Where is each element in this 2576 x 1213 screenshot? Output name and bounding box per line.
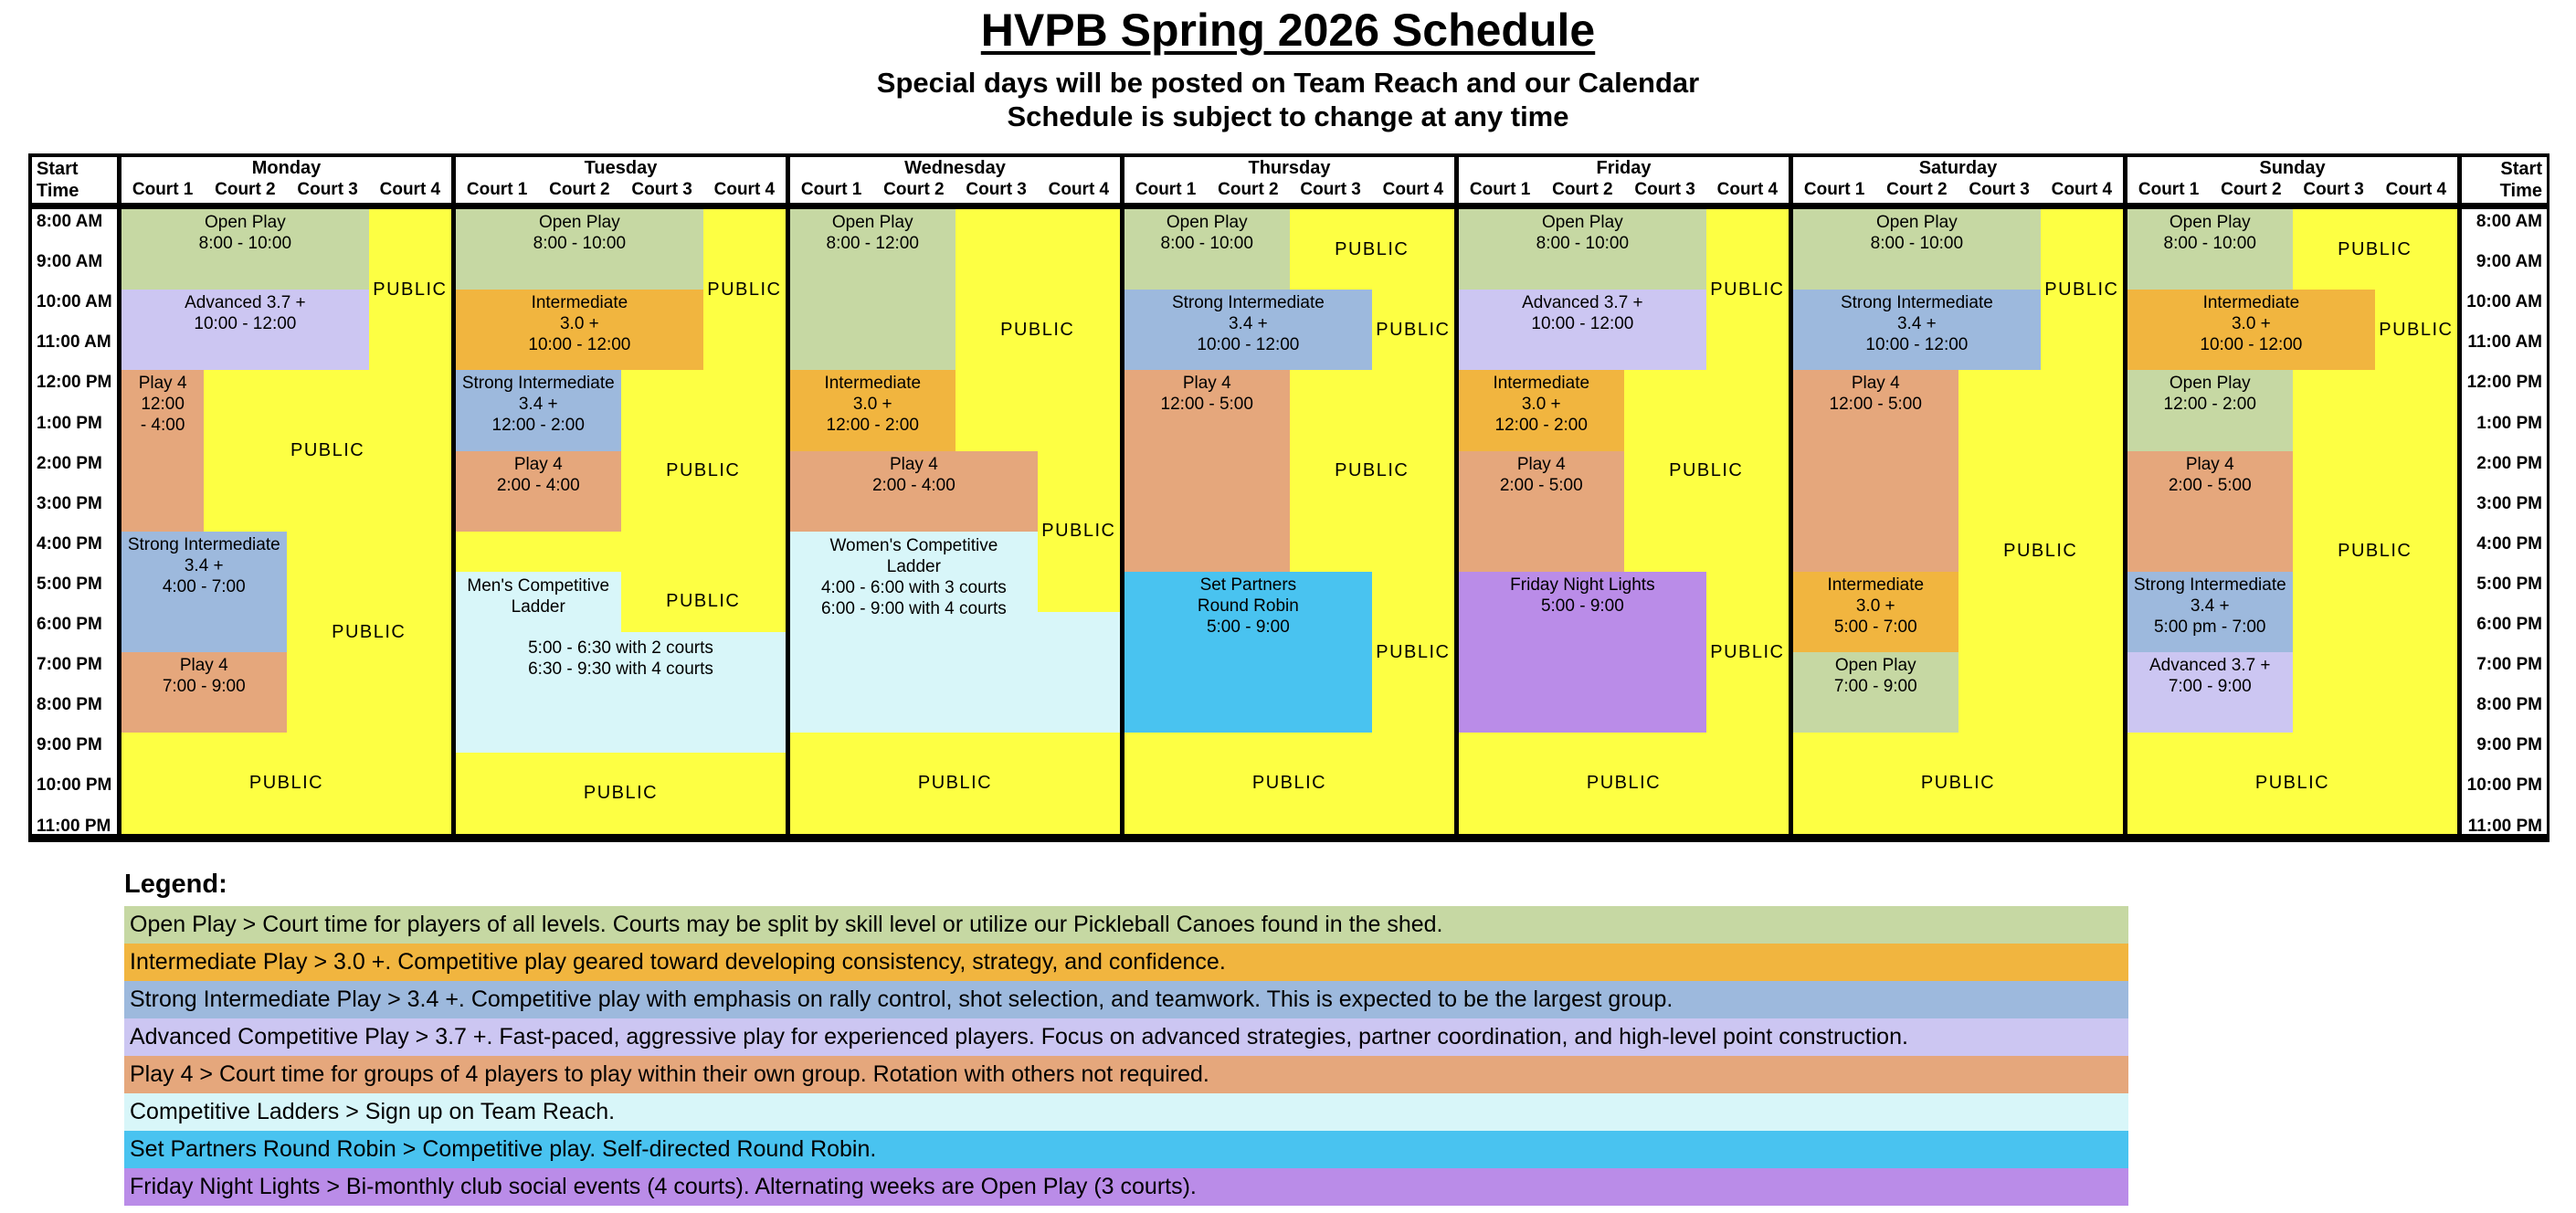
day-name: Sunday [2259, 158, 2326, 178]
day-header [1124, 157, 1454, 203]
header-separator [2127, 203, 2457, 209]
court-label: Court 4 [1048, 180, 1110, 199]
block-strong [2127, 572, 2293, 652]
block-text-line: Intermediate [1493, 374, 1590, 394]
day-header [456, 157, 786, 203]
block-strong [456, 370, 621, 450]
public-block: PUBLIC [1793, 733, 2123, 834]
block-caption [790, 533, 1038, 624]
block-text-line: Ladder [511, 597, 565, 617]
court-label: Court 1 [800, 180, 862, 199]
block-text-line: 8:00 - 10:00 [1160, 234, 1253, 253]
time-label: 7:00 PM [37, 655, 102, 675]
block-text-line: Men's Competitive [467, 576, 610, 596]
legend-item-play4: Play 4 > Court time for groups of 4 players to play within their own group. Rotation with others not required. [124, 1056, 2128, 1093]
block-advanced [121, 290, 369, 370]
block-text-line: Intermediate [1827, 575, 1925, 595]
block-setpartners [1124, 572, 1372, 733]
day-column-friday [1459, 157, 1789, 834]
court-label: Court 2 [2221, 180, 2282, 199]
block-text-line: 6:00 - 9:00 with 4 courts [820, 599, 1007, 618]
time-label: 12:00 PM [2466, 373, 2542, 393]
court-label: Court 3 [1634, 180, 1695, 199]
time-label: 7:00 PM [2476, 655, 2542, 675]
day-name: Wednesday [904, 158, 1006, 178]
block-strong [121, 532, 287, 652]
day-name: Saturday [1918, 158, 1998, 178]
block-intermediate [456, 290, 703, 370]
court-label-row [790, 180, 1120, 202]
block-text-line: Advanced 3.7 + [1522, 293, 1643, 313]
public-block: PUBLIC [1372, 572, 1454, 733]
court-label: Court 4 [1716, 180, 1779, 199]
block-text-line: 5:00 - 7:00 [1833, 617, 1917, 637]
day-name: Monday [251, 158, 322, 178]
block-strong [1793, 290, 2041, 370]
public-block: PUBLIC [369, 209, 451, 370]
page-title: HVPB Spring 2026 Schedule [980, 5, 1596, 56]
day-header [2127, 157, 2457, 203]
time-label: 3:00 PM [37, 493, 102, 513]
court-label: Court 2 [1218, 180, 1279, 199]
block-text-line: 10:00 - 12:00 [1865, 335, 1969, 355]
time-label: 5:00 PM [2476, 574, 2542, 594]
day-header [121, 157, 451, 203]
time-label: 4:00 PM [2476, 533, 2542, 554]
public-block: PUBLIC [2375, 290, 2457, 370]
time-label: 9:00 AM [2476, 252, 2542, 272]
block-text-line: Open Play [1542, 213, 1623, 232]
block-text-line: Play 4 [179, 656, 228, 676]
day-name: Thursday [1248, 158, 1331, 178]
court-label: Court 3 [1969, 180, 2030, 199]
block-open [1793, 209, 2041, 290]
legend [124, 866, 2128, 1206]
block-text-line: Round Robin [1197, 596, 1299, 616]
block-intermediate [790, 370, 955, 450]
block-play4 [121, 652, 287, 733]
public-block: PUBLIC [2041, 209, 2123, 370]
day-body [1793, 209, 2123, 834]
block-play4 [1124, 370, 1290, 572]
court-label: Court 1 [1135, 180, 1197, 199]
block-text-line: 2:00 - 5:00 [1499, 475, 1583, 495]
public-block [456, 532, 621, 572]
block-advanced [2127, 652, 2293, 733]
time-label: 2:00 PM [2476, 453, 2542, 473]
block-text-line: 5:00 - 9:00 [1206, 617, 1290, 637]
header-separator [790, 203, 1120, 209]
block-text-line: Strong Intermediate [127, 534, 280, 554]
time-label: 11:00 PM [2467, 816, 2542, 834]
public-block: PUBLIC [1290, 209, 1455, 290]
block-text-line: 8:00 - 10:00 [1536, 234, 1630, 253]
header-separator [456, 203, 786, 209]
block-text-line: 5:00 pm - 7:00 [2153, 617, 2266, 637]
block-intermediate [1793, 572, 1958, 652]
day-body [790, 209, 1120, 834]
block-open [121, 209, 369, 290]
public-block: PUBLIC [1706, 572, 1789, 733]
court-label: Court 2 [1886, 180, 1948, 199]
block-play4 [121, 370, 204, 531]
time-label: 9:00 PM [37, 735, 102, 755]
time-label: 6:00 PM [2476, 615, 2542, 634]
time-label: 10:00 AM [37, 292, 112, 312]
time-label: 10:00 AM [2466, 292, 2542, 312]
block-text-line: 3.0 + [1521, 395, 1561, 415]
page-header [0, 4, 2576, 133]
block-text-line: 3.0 + [559, 314, 599, 334]
time-label: 10:00 PM [2466, 775, 2542, 796]
block-text-line: 2:00 - 4:00 [871, 475, 955, 495]
court-label: Court 1 [132, 180, 194, 199]
time-column-body [32, 209, 117, 834]
court-label: Court 3 [631, 180, 692, 199]
court-label-row [456, 180, 786, 202]
time-label: 3:00 PM [2476, 493, 2542, 513]
block-text-line: 12:00 - 2:00 [2163, 395, 2256, 415]
time-column-right [2462, 157, 2547, 834]
header-separator [1459, 203, 1789, 209]
legend-item-open: Open Play > Court time for players of all levels. Courts may be split by skill level or utilize our Pickleball Canoes found in the shed. [124, 906, 2128, 944]
public-block: PUBLIC [790, 733, 1120, 834]
court-label: Court 4 [2051, 180, 2113, 199]
block-text-line: Intermediate [824, 374, 922, 394]
block-text-line: 4:00 - 6:00 with 3 courts [820, 578, 1007, 597]
day-body [2127, 209, 2457, 834]
day-body [1124, 209, 1454, 834]
day-column-tuesday [456, 157, 786, 834]
block-play4 [456, 451, 621, 532]
time-column-left [32, 157, 117, 834]
day-body [1459, 209, 1789, 834]
header-separator [1124, 203, 1454, 209]
block-intermediate [2127, 290, 2375, 370]
block-open [2127, 209, 2293, 290]
public-block: PUBLIC [2293, 370, 2458, 733]
public-block: PUBLIC [621, 572, 787, 632]
public-block: PUBLIC [2293, 209, 2458, 290]
block-fnl [1459, 572, 1706, 733]
block-text-line: 10:00 - 12:00 [1197, 335, 1300, 355]
time-label: 10:00 PM [37, 775, 112, 796]
court-label: Court 4 [2385, 180, 2447, 199]
block-intermediate [1459, 370, 1624, 450]
time-label: 11:00 PM [37, 816, 111, 834]
time-label: 11:00 AM [2467, 332, 2542, 353]
time-label: 4:00 PM [37, 533, 102, 554]
block-text-line: - 4:00 [140, 416, 185, 436]
day-column-saturday [1793, 157, 2123, 834]
block-caption [456, 636, 786, 684]
page-subtitle-2: Schedule is subject to change at any time [1007, 100, 1569, 132]
public-block: PUBLIC [2127, 733, 2457, 834]
court-label: Court 1 [1469, 180, 1531, 199]
block-text-line: 7:00 - 9:00 [2168, 677, 2252, 697]
block-text-line: 3.4 + [184, 555, 224, 575]
legend-heading: Legend: [124, 870, 227, 899]
block-play4 [1459, 451, 1624, 572]
time-label: 9:00 PM [2476, 735, 2542, 755]
day-column-monday [121, 157, 451, 834]
block-text-line: 3.4 + [518, 395, 558, 415]
block-text-line: Play 4 [889, 454, 938, 474]
block-text-line: Open Play [2169, 374, 2251, 394]
start-time-header: Start Time [37, 159, 79, 201]
legend-item-advanced: Advanced Competitive Play > 3.7 +. Fast-paced, aggressive play for experienced players. Focus on advanced strategies, partner coordination, and high-level point construction. [124, 1018, 2128, 1056]
time-label: 12:00 PM [37, 373, 112, 393]
block-ladder [790, 612, 1120, 733]
day-body [121, 209, 451, 834]
block-caption [456, 574, 621, 628]
block-text-line: 3.0 + [2231, 314, 2271, 334]
time-label: 8:00 AM [2476, 212, 2542, 231]
schedule-table [28, 153, 2550, 842]
block-text-line: Strong Intermediate [1171, 293, 1325, 313]
block-open [1459, 209, 1706, 290]
legend-item-fnl: Friday Night Lights > Bi-monthly club social events (4 courts). Alternating weeks are Open Play (3 courts). [124, 1168, 2128, 1206]
block-open [790, 209, 955, 370]
block-text-line: Play 4 [1516, 454, 1566, 474]
block-text-line: 7:00 - 9:00 [162, 677, 246, 697]
court-label-row [1459, 180, 1789, 202]
block-open [1793, 652, 1958, 733]
block-text-line: Advanced 3.7 + [2148, 656, 2271, 676]
block-text-line: Play 4 [513, 454, 563, 474]
time-label: 6:00 PM [37, 615, 102, 634]
time-label: 8:00 PM [2476, 695, 2542, 715]
block-text-line: Women's Competitive [829, 536, 998, 555]
block-text-line: 3.0 + [1855, 596, 1895, 616]
time-label: 1:00 PM [2476, 413, 2542, 433]
legend-item-strong: Strong Intermediate Play > 3.4 +. Competitive play with emphasis on rally control, shot selection, and teamwork. This is expected to be the largest group. [124, 981, 2128, 1018]
header-separator [1793, 203, 2123, 209]
court-label-row [1793, 180, 2123, 202]
court-label: Court 1 [1803, 180, 1865, 199]
block-text-line: Open Play [1166, 213, 1248, 232]
time-label: 9:00 AM [37, 252, 103, 272]
block-text-line: 6:30 - 9:30 with 4 courts [528, 659, 713, 680]
block-text-line: 12:00 [141, 395, 185, 415]
block-text-line: 3.4 + [1228, 314, 1268, 334]
block-text-line: 5:00 - 9:00 [1540, 596, 1624, 616]
block-text-line: 3.0 + [852, 395, 892, 415]
block-text-line: 8:00 - 10:00 [1870, 234, 1964, 253]
day-body [456, 209, 786, 834]
block-text-line: 8:00 - 10:00 [2163, 234, 2256, 253]
block-text-line: 2:00 - 5:00 [2168, 475, 2252, 495]
block-text-line: 3.4 + [2190, 596, 2230, 616]
public-block: PUBLIC [1459, 733, 1789, 834]
time-label: 8:00 AM [37, 212, 103, 231]
block-text-line: 10:00 - 12:00 [1531, 314, 1634, 334]
court-label: Court 2 [883, 180, 945, 199]
block-play4 [2127, 451, 2293, 572]
header-separator [32, 203, 117, 209]
block-text-line: Friday Night Lights [1510, 575, 1655, 595]
court-label: Court 3 [297, 180, 358, 199]
public-block: PUBLIC [1706, 209, 1789, 370]
day-name: Tuesday [584, 158, 658, 178]
public-block: PUBLIC [456, 753, 786, 834]
day-header [1793, 157, 2123, 203]
block-strong [1124, 290, 1372, 370]
time-label: 8:00 PM [37, 695, 102, 715]
court-label: Court 3 [1300, 180, 1361, 199]
block-text-line: 12:00 - 2:00 [1494, 416, 1588, 436]
court-label: Court 4 [1382, 180, 1444, 199]
header-separator [2462, 203, 2547, 209]
block-text-line: Play 4 [1851, 374, 1900, 394]
day-column-sunday [2127, 157, 2457, 834]
time-column-body [2462, 209, 2547, 834]
public-block: PUBLIC [1958, 370, 2124, 733]
court-label: Court 3 [966, 180, 1027, 199]
block-advanced [1459, 290, 1706, 370]
public-block: PUBLIC [287, 532, 452, 733]
time-label: 1:00 PM [37, 413, 102, 433]
court-label-row [1124, 180, 1454, 202]
block-play4 [790, 451, 1038, 532]
block-text-line: 10:00 - 12:00 [2200, 335, 2303, 355]
day-column-wednesday [790, 157, 1120, 834]
block-text-line: Intermediate [531, 293, 628, 313]
block-text-line: 2:00 - 4:00 [496, 475, 580, 495]
block-text-line: Ladder [886, 557, 941, 576]
public-block: PUBLIC [121, 733, 451, 834]
block-text-line: Set Partners [1199, 575, 1297, 595]
block-play4 [1793, 370, 1958, 572]
public-block: PUBLIC [703, 209, 786, 370]
block-text-line: 10:00 - 12:00 [194, 314, 297, 334]
block-text-line: Strong Intermediate [1840, 293, 1993, 313]
block-text-line: Play 4 [2185, 454, 2234, 474]
block-text-line: Strong Intermediate [2133, 575, 2286, 595]
block-text-line: 12:00 - 2:00 [826, 416, 919, 436]
block-text-line: Open Play [205, 213, 286, 232]
public-block: PUBLIC [1290, 370, 1455, 572]
day-name: Friday [1596, 158, 1652, 178]
block-text-line: 5:00 - 6:30 with 2 courts [528, 638, 713, 659]
block-text-line: Open Play [539, 213, 620, 232]
legend-item-ladder: Competitive Ladders > Sign up on Team Reach. [124, 1093, 2128, 1131]
court-label: Court 1 [2138, 180, 2200, 199]
public-block: PUBLIC [1624, 370, 1789, 572]
public-block: PUBLIC [1372, 290, 1454, 370]
day-header [790, 157, 1120, 203]
day-column-thursday [1124, 157, 1454, 834]
block-text-line: Play 4 [138, 374, 187, 394]
court-label-row [2127, 180, 2457, 202]
court-label: Court 2 [1552, 180, 1613, 199]
start-time-header: Start Time [2499, 159, 2542, 201]
block-text-line: Strong Intermediate [461, 374, 615, 394]
court-label: Court 2 [215, 180, 276, 199]
block-text-line: 12:00 - 5:00 [1829, 395, 1922, 415]
court-label: Court 4 [379, 180, 441, 199]
block-text-line: 12:00 - 2:00 [491, 416, 585, 436]
block-text-line: Open Play [1876, 213, 1958, 232]
day-header [1459, 157, 1789, 203]
block-text-line: Open Play [1834, 656, 1916, 676]
block-text-line: Open Play [2169, 213, 2251, 232]
page-subtitle-1: Special days will be posted on Team Reach and our Calendar [876, 67, 1700, 99]
block-text-line: 4:00 - 7:00 [162, 576, 246, 596]
block-text-line: Play 4 [1182, 374, 1231, 394]
block-text-line: Advanced 3.7 + [185, 293, 306, 313]
public-block: PUBLIC [1124, 733, 1454, 834]
block-text-line: 8:00 - 10:00 [533, 234, 627, 253]
block-text-line: Intermediate [2202, 293, 2300, 313]
block-text-line: 8:00 - 12:00 [826, 234, 919, 253]
block-open [456, 209, 703, 290]
public-block: PUBLIC [204, 370, 451, 531]
court-label: Court 2 [549, 180, 610, 199]
block-text-line: 7:00 - 9:00 [1833, 677, 1917, 697]
block-text-line: 3.4 + [1896, 314, 1937, 334]
block-text-line: 8:00 - 10:00 [198, 234, 292, 253]
public-block: PUBLIC [1038, 451, 1120, 612]
block-open [2127, 370, 2293, 450]
court-label: Court 3 [2303, 180, 2364, 199]
court-label: Court 4 [713, 180, 776, 199]
court-label-row [121, 180, 451, 202]
block-open [1124, 209, 1290, 290]
legend-item-intermediate: Intermediate Play > 3.0 +. Competitive play geared toward developing consistency, strategy, and confidence. [124, 944, 2128, 981]
public-block: PUBLIC [621, 370, 787, 572]
public-block: PUBLIC [955, 209, 1121, 451]
court-label: Court 1 [466, 180, 528, 199]
legend-item-setpartners: Set Partners Round Robin > Competitive play. Self-directed Round Robin. [124, 1131, 2128, 1168]
block-text-line: Open Play [831, 213, 913, 232]
block-text-line: 12:00 - 5:00 [1160, 395, 1253, 415]
time-label: 11:00 AM [37, 332, 111, 353]
time-label: 5:00 PM [37, 574, 102, 594]
header-separator [121, 203, 451, 209]
time-label: 2:00 PM [37, 453, 102, 473]
block-text-line: 10:00 - 12:00 [528, 335, 631, 355]
